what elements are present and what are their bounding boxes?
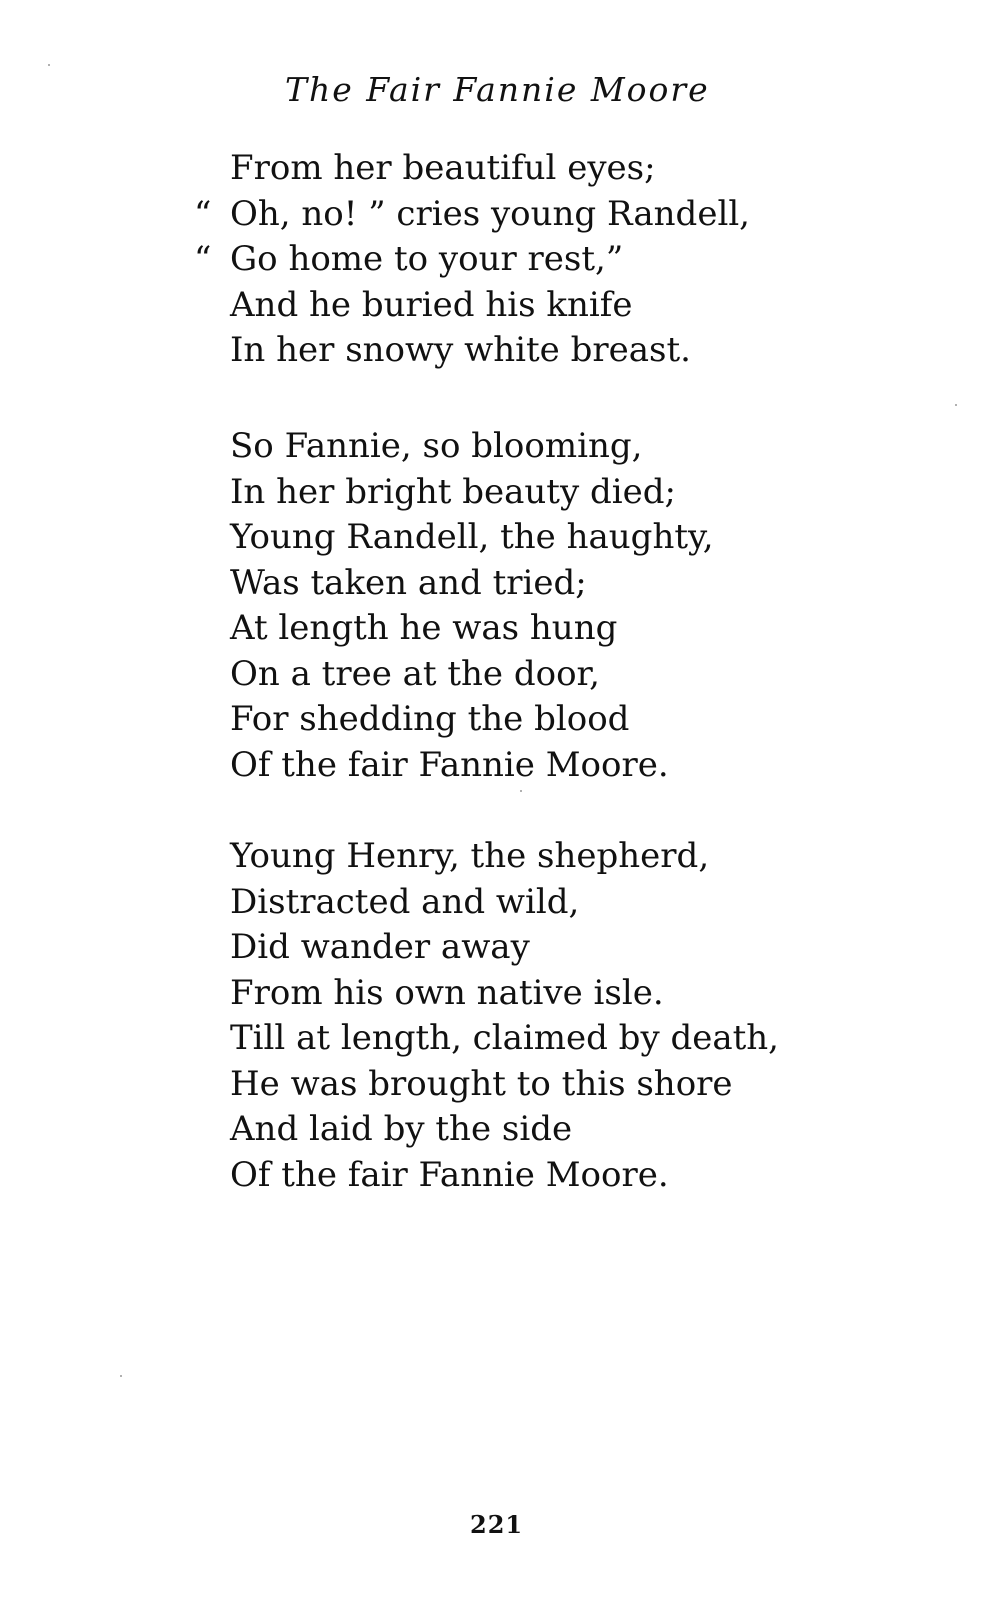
poem-line [230, 652, 714, 698]
line-text: For shedding the blood [230, 699, 630, 739]
poem-line [230, 697, 714, 743]
scan-speck [955, 404, 957, 406]
line-text: And laid by the side [230, 1109, 573, 1149]
poem-line [230, 283, 750, 329]
poem-line [230, 424, 714, 470]
poem-line [194, 237, 750, 283]
line-text: Did wander away [230, 927, 530, 967]
scan-speck [520, 790, 522, 792]
line-text: In her bright beauty died; [230, 471, 676, 512]
poem-line [230, 470, 714, 516]
poem-line [230, 971, 779, 1017]
scan-speck [120, 1375, 122, 1377]
poem-line [230, 1016, 779, 1062]
poem-line [230, 328, 750, 374]
line-text: Oh, no! ” cries young Randell, [230, 193, 750, 234]
poem-line [194, 192, 750, 238]
running-title: The Fair Fannie Moore [285, 70, 710, 109]
line-text: So Fannie, so blooming, [230, 426, 643, 466]
line-text: From his own native isle. [230, 972, 664, 1013]
poem-line [230, 561, 714, 607]
scan-speck [48, 64, 50, 66]
line-text: Young Henry, the shepherd, [230, 836, 710, 876]
line-text: He was brought to this shore [230, 1063, 733, 1104]
line-text: From her beautiful eyes; [230, 148, 656, 188]
opening-quote: “ [194, 193, 212, 234]
poem-line [230, 880, 779, 926]
line-text: At length he was hung [230, 608, 618, 648]
line-text: Of the fair Fannie Moore. [230, 1154, 669, 1195]
line-text: Of the fair Fannie Moore. [230, 744, 669, 785]
stanza-3 [230, 834, 779, 1198]
line-text: On a tree at the door, [230, 653, 600, 694]
stanza-1 [194, 146, 750, 374]
poem-line [230, 1153, 779, 1199]
line-text: Distracted and wild, [230, 881, 580, 922]
poem-line [230, 606, 714, 652]
poem-line [230, 1107, 779, 1153]
line-text: In her snowy white breast. [230, 330, 691, 370]
line-text: Go home to your rest,” [230, 239, 624, 279]
poem-line [230, 925, 779, 971]
opening-quote: “ [194, 239, 212, 279]
line-text: And he buried his knife [230, 284, 633, 325]
poem-line [230, 146, 750, 192]
poem-line [230, 515, 714, 561]
line-text: Till at length, claimed by death, [230, 1018, 779, 1058]
line-text: Young Randell, the haughty, [230, 517, 714, 557]
poem-line [230, 743, 714, 789]
page-number: 221 [470, 1510, 524, 1539]
poem-line [230, 834, 779, 880]
stanza-2 [230, 424, 714, 788]
poem-line [230, 1062, 779, 1108]
line-text: Was taken and tried; [230, 562, 587, 603]
